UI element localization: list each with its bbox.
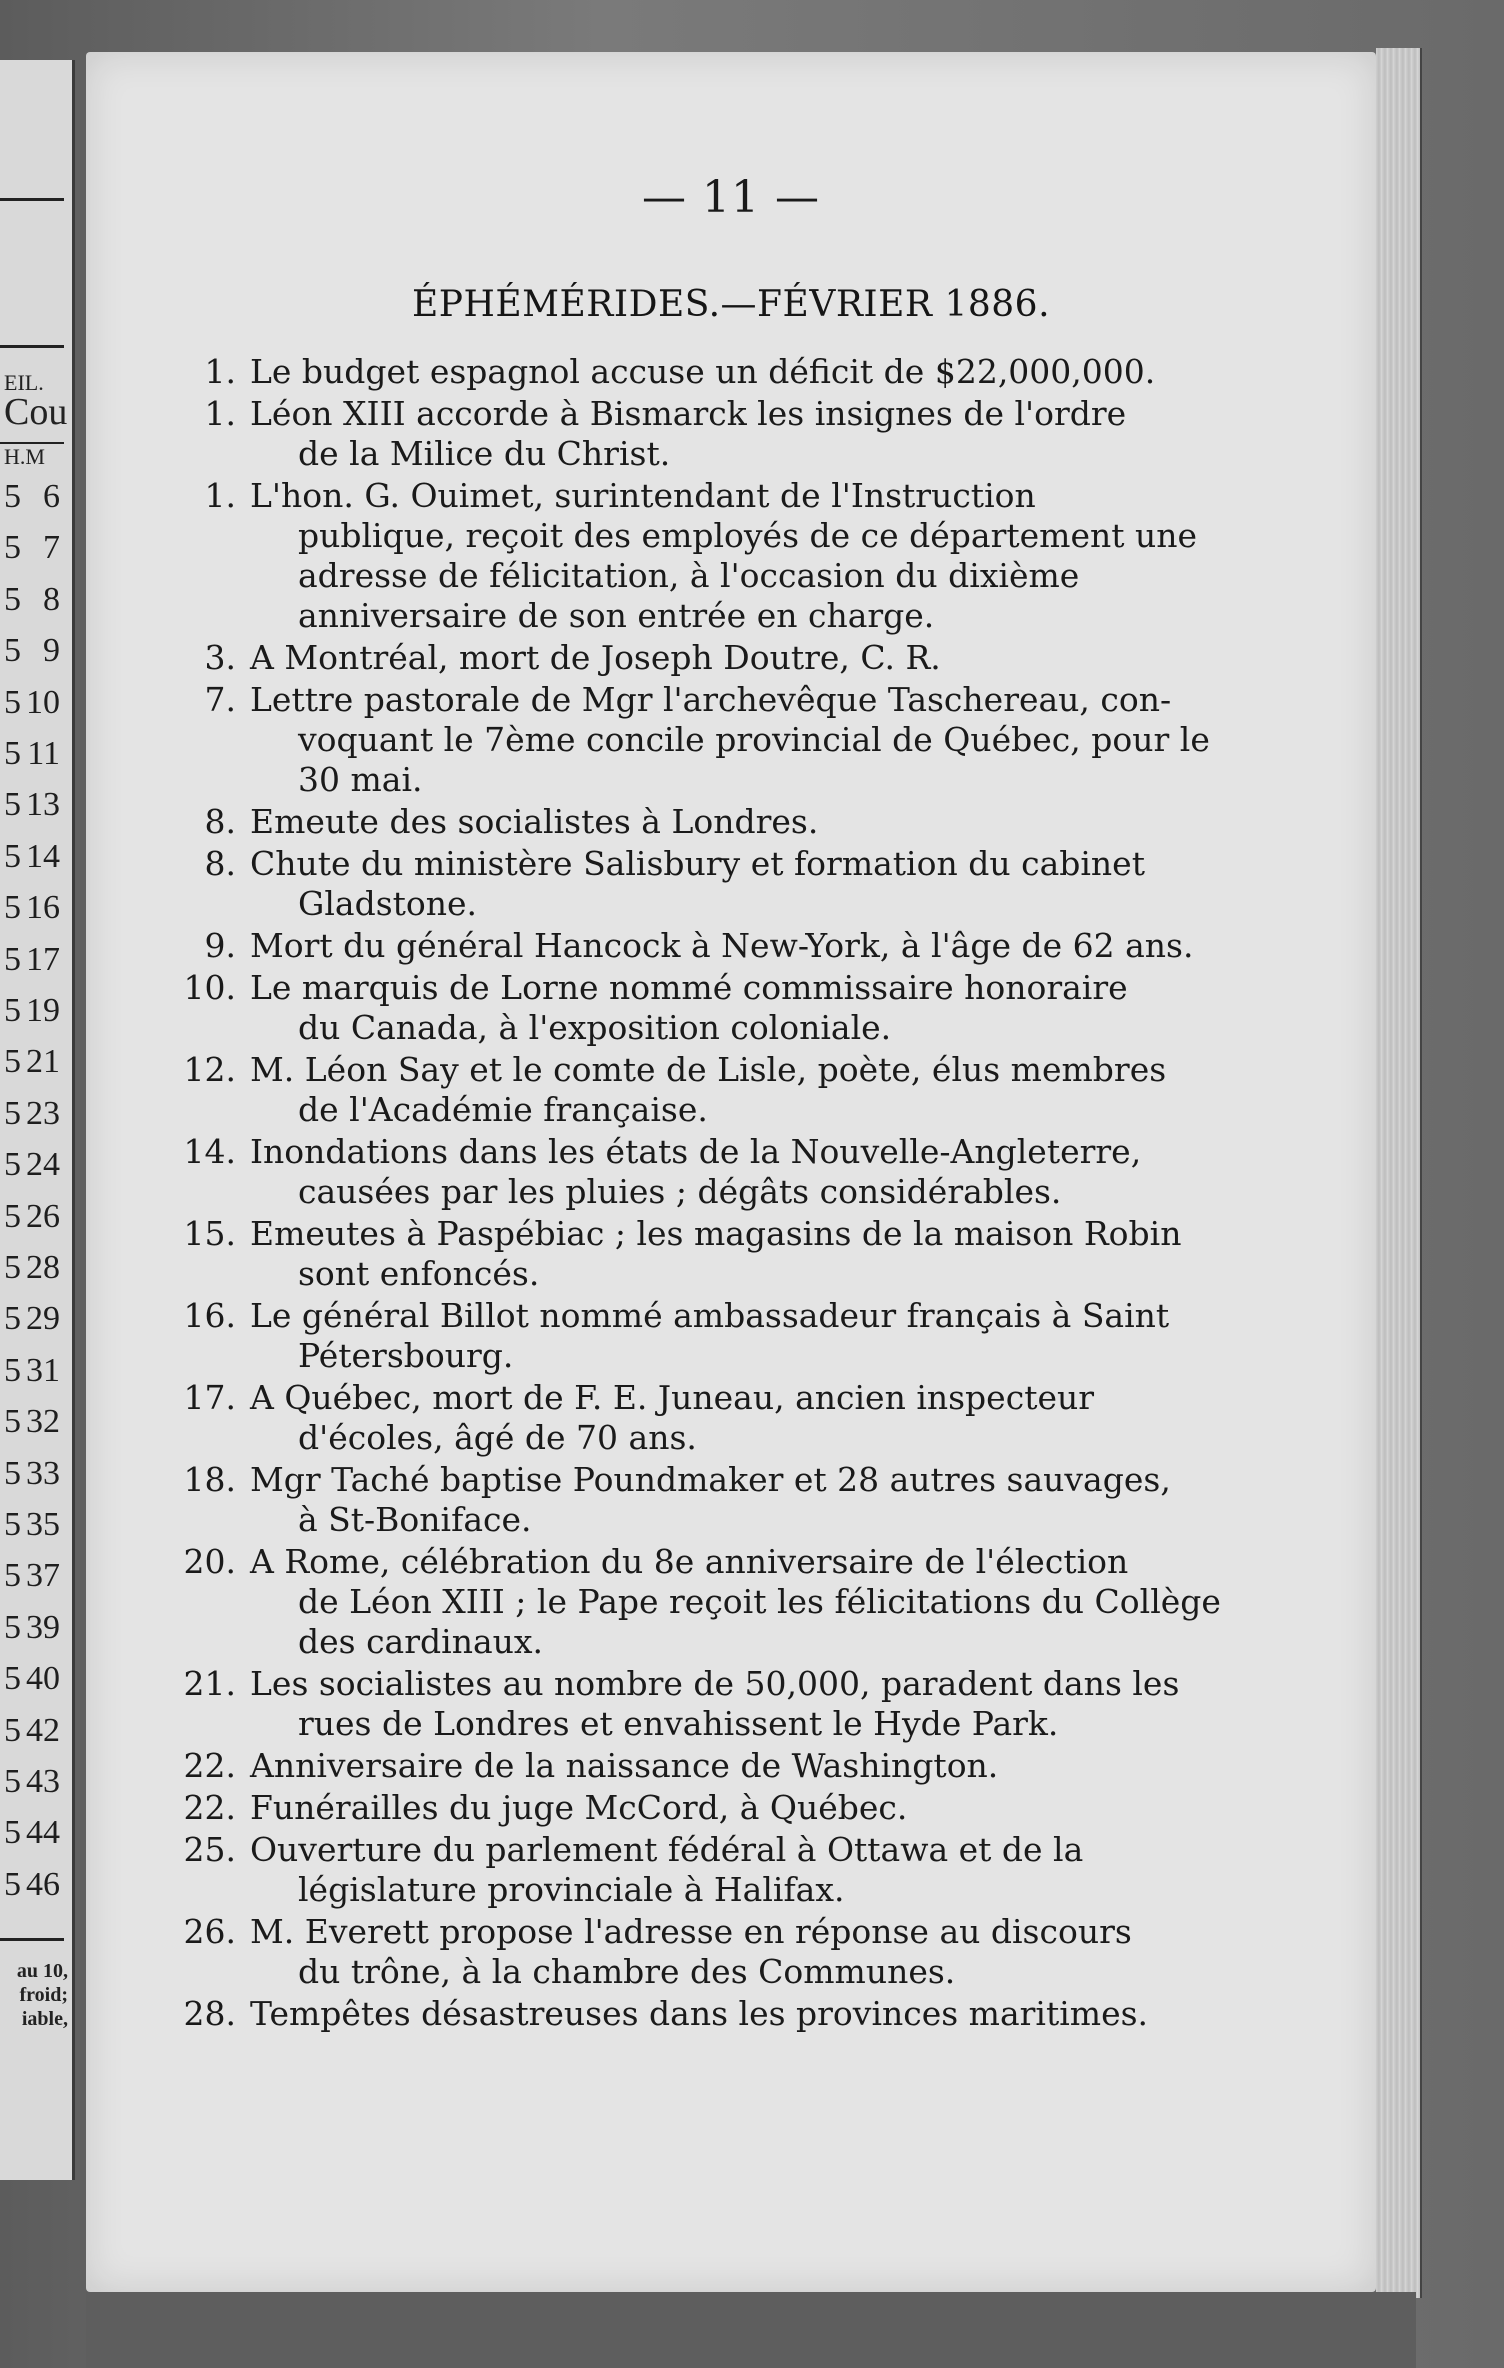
entry-date: 16.	[183, 1296, 236, 1335]
entry-text	[250, 926, 1234, 966]
entry-item	[86, 638, 1376, 678]
entry-first-line: Le budget espagnol accuse un déficit de $22,000,000.	[250, 352, 1156, 391]
entry-text	[250, 1830, 1234, 1910]
entry-date: 20.	[183, 1542, 236, 1581]
entry-continuation: rues de Londres et envahissent le Hyde Park.	[298, 1704, 1059, 1743]
entry-continuation: Pétersbourg.	[298, 1336, 514, 1375]
entry-continuation: de l'Académie française.	[298, 1090, 708, 1129]
entry-text	[250, 1296, 1234, 1376]
entry-item	[86, 1994, 1376, 2034]
entry-first-line: A Montréal, mort de Joseph Doutre, C. R.	[250, 638, 941, 677]
entry-continuation: du Canada, à l'exposition coloniale.	[298, 1008, 892, 1047]
entry-item	[86, 680, 1376, 800]
entry-date: 8.	[204, 802, 236, 841]
entry-date: 14.	[183, 1132, 236, 1171]
entry-item	[86, 476, 1376, 636]
left-page-rule	[0, 198, 64, 201]
page-title: ÉPHÉMÉRIDES.—FÉVRIER 1886.	[411, 284, 1051, 325]
left-number-a: 5	[4, 992, 21, 1029]
entry-date: 22.	[183, 1746, 236, 1785]
entry-item	[86, 1214, 1376, 1294]
left-number-a: 5	[4, 632, 21, 670]
entry-item	[86, 1460, 1376, 1540]
entry-text	[250, 394, 1234, 474]
entry-continuation: Gladstone.	[298, 884, 478, 923]
entry-date: 21.	[183, 1664, 236, 1703]
left-number-a: 5	[4, 1249, 21, 1286]
entry-item	[86, 968, 1376, 1048]
left-number-b: 39	[26, 1608, 60, 1646]
entry-date: 3.	[204, 638, 236, 677]
left-number-a: 5	[4, 786, 21, 824]
entry-item	[86, 1542, 1376, 1662]
left-number-b: 37	[26, 1557, 60, 1595]
left-fragment-text: EIL.	[4, 370, 44, 395]
entry-first-line: Inondations dans les états de la Nouvelle-Angleterre,	[250, 1132, 1142, 1171]
entry-text	[250, 680, 1234, 800]
left-number-b: 24	[26, 1146, 60, 1184]
entry-first-line: Anniversaire de la naissance de Washington.	[250, 1746, 999, 1785]
left-fragment-text: H.M	[4, 444, 45, 469]
entry-text	[250, 1460, 1234, 1540]
left-number-b: 46	[26, 1865, 60, 1903]
left-number-b: 42	[26, 1711, 60, 1749]
left-footer-line: froid;	[19, 1984, 68, 2006]
left-number-a: 5	[4, 1711, 21, 1749]
entry-continuation: du trône, à la chambre des Communes.	[298, 1952, 956, 1991]
entry-date: 22.	[183, 1788, 236, 1827]
entry-text	[250, 1132, 1234, 1212]
entry-first-line: Emeutes à Paspébiac ; les magasins de la maison Robin	[250, 1214, 1182, 1253]
entry-continuation: voquant le 7ème concile provincial de Québec, pour le 30 mai.	[298, 720, 1210, 799]
entry-first-line: Le général Billot nommé ambassadeur français à Saint	[250, 1296, 1170, 1335]
entry-text	[250, 802, 1234, 842]
left-number-b: 11	[27, 735, 60, 772]
entry-date: 7.	[204, 680, 236, 719]
left-number-a: 5	[4, 1300, 21, 1338]
left-number-b: 21	[26, 1043, 60, 1081]
entry-text	[250, 1050, 1234, 1130]
left-number-a: 5	[4, 1608, 21, 1646]
entry-item	[86, 1830, 1376, 1910]
left-number-b: 40	[26, 1660, 60, 1698]
page-edge	[1376, 48, 1422, 2298]
entry-first-line: Tempêtes désastreuses dans les provinces maritimes.	[250, 1994, 1149, 2033]
entry-item	[86, 1664, 1376, 1744]
left-footer-line: au 10,	[16, 1960, 68, 1982]
left-number-a: 5	[4, 837, 21, 875]
entry-first-line: Léon XIII accorde à Bismarck les insignes de l'ordre	[250, 394, 1127, 433]
entry-text	[250, 352, 1234, 392]
left-number-b: 26	[26, 1197, 60, 1235]
entry-item	[86, 1132, 1376, 1212]
entry-text	[250, 1378, 1234, 1458]
left-number-a: 5	[4, 1660, 21, 1698]
left-number-a: 5	[4, 940, 21, 978]
left-number-a: 5	[4, 1865, 21, 1903]
left-number-a: 5	[4, 1506, 21, 1543]
entry-item	[86, 394, 1376, 474]
entry-first-line: M. Everett propose l'adresse en réponse au discours	[250, 1912, 1132, 1951]
entry-first-line: A Québec, mort de F. E. Juneau, ancien inspecteur	[250, 1378, 1095, 1417]
left-number-a: 5	[4, 478, 21, 515]
entry-text	[250, 1214, 1234, 1294]
entry-text	[250, 1542, 1234, 1662]
entry-first-line: Le marquis de Lorne nommé commissaire honoraire	[250, 968, 1128, 1007]
left-number-b: 8	[43, 580, 60, 618]
entry-first-line: L'hon. G. Ouimet, surintendant de l'Instruction	[250, 476, 1036, 515]
entry-continuation: sont enfoncés.	[298, 1254, 540, 1293]
left-number-b: 13	[26, 786, 60, 824]
left-number-b: 14	[26, 837, 60, 875]
entry-first-line: Ouverture du parlement fédéral à Ottawa et de la	[250, 1830, 1084, 1869]
entry-continuation: à St-Boniface.	[298, 1500, 532, 1539]
scan-bottom-margin	[86, 2292, 1416, 2368]
book-page	[86, 52, 1376, 2292]
entry-date: 9.	[204, 926, 236, 965]
entry-item	[86, 802, 1376, 842]
entry-first-line: M. Léon Say et le comte de Lisle, poète, élus membres	[250, 1050, 1167, 1089]
entry-date: 10.	[183, 968, 236, 1007]
entry-date: 1.	[204, 394, 236, 433]
left-number-b: 43	[26, 1763, 60, 1800]
entry-text	[250, 1994, 1234, 2034]
left-number-a: 5	[4, 1814, 21, 1852]
entry-date: 8.	[204, 844, 236, 883]
entry-date: 1.	[204, 476, 236, 515]
entry-text	[250, 476, 1234, 636]
entry-date: 18.	[183, 1460, 236, 1499]
left-number-a: 5	[4, 1351, 21, 1389]
left-page-rule	[0, 345, 64, 348]
left-number-b: 9	[43, 632, 60, 670]
left-number-b: 6	[43, 478, 60, 515]
left-number-b: 16	[26, 889, 60, 927]
entry-date: 1.	[204, 352, 236, 391]
entry-text	[250, 1664, 1234, 1744]
entries-list	[86, 352, 1376, 2036]
entry-date: 26.	[183, 1912, 236, 1951]
entry-continuation: de Léon XIII ; le Pape reçoit les félicitations du Collège des cardinaux.	[298, 1582, 1221, 1661]
entry-item	[86, 1746, 1376, 1786]
entry-continuation: causées par les pluies ; dégâts considérables.	[298, 1172, 1062, 1211]
entry-text	[250, 844, 1234, 924]
entry-continuation: législature provinciale à Halifax.	[298, 1870, 845, 1909]
entry-text	[250, 638, 1234, 678]
left-number-a: 5	[4, 1146, 21, 1184]
entry-first-line: Mort du général Hancock à New-York, à l'âge de 62 ans.	[250, 926, 1194, 965]
entry-continuation: publique, reçoit des employés de ce département une adresse de félicitation, à l'occasion du dixième anniversaire de son entrée en charge.	[298, 516, 1198, 635]
entry-first-line: Les socialistes au nombre de 50,000, paradent dans les	[250, 1664, 1180, 1703]
entry-item	[86, 926, 1376, 966]
entry-item	[86, 352, 1376, 392]
left-number-b: 7	[43, 529, 60, 567]
left-fragment-text: Cou	[4, 391, 68, 433]
left-number-b: 29	[26, 1300, 60, 1338]
entry-date: 25.	[183, 1830, 236, 1869]
left-number-a: 5	[4, 580, 21, 618]
entry-date: 17.	[183, 1378, 236, 1417]
page-number: — 11 —	[642, 172, 820, 223]
left-number-b: 23	[26, 1094, 60, 1132]
entry-text	[250, 1788, 1234, 1828]
left-number-b: 10	[26, 683, 60, 721]
entry-date: 15.	[183, 1214, 236, 1253]
entry-item	[86, 1378, 1376, 1458]
left-number-b: 19	[26, 992, 60, 1029]
left-footer-line: iable,	[21, 2008, 68, 2030]
entry-item	[86, 1788, 1376, 1828]
left-page-fragment	[0, 60, 75, 2180]
entry-continuation: d'écoles, âgé de 70 ans.	[298, 1418, 697, 1457]
entry-date: 12.	[183, 1050, 236, 1089]
entry-item	[86, 1296, 1376, 1376]
left-number-a: 5	[4, 735, 21, 772]
entry-item	[86, 1050, 1376, 1130]
left-number-a: 5	[4, 683, 21, 721]
left-number-a: 5	[4, 1043, 21, 1081]
left-page-rule	[0, 1938, 64, 1941]
left-number-a: 5	[4, 1403, 21, 1441]
left-number-a: 5	[4, 1454, 21, 1492]
left-number-b: 17	[26, 940, 60, 978]
entry-text	[250, 1912, 1234, 1992]
entry-first-line: Funérailles du juge McCord, à Québec.	[250, 1788, 908, 1827]
entry-text	[250, 968, 1234, 1048]
left-number-a: 5	[4, 1094, 21, 1132]
left-number-b: 33	[26, 1454, 60, 1492]
left-number-a: 5	[4, 1557, 21, 1595]
left-number-b: 32	[26, 1403, 60, 1441]
entry-text	[250, 1746, 1234, 1786]
left-number-b: 35	[26, 1506, 60, 1543]
entry-first-line: Chute du ministère Salisbury et formation du cabinet	[250, 844, 1145, 883]
left-number-a: 5	[4, 1197, 21, 1235]
entry-continuation: de la Milice du Christ.	[298, 434, 671, 473]
left-number-b: 28	[26, 1249, 60, 1286]
left-number-a: 5	[4, 889, 21, 927]
entry-first-line: A Rome, célébration du 8e anniversaire de l'élection	[250, 1542, 1129, 1581]
entry-date: 28.	[183, 1994, 236, 2033]
left-number-a: 5	[4, 529, 21, 567]
left-number-b: 31	[26, 1351, 60, 1389]
entry-first-line: Emeute des socialistes à Londres.	[250, 802, 819, 841]
entry-first-line: Mgr Taché baptise Poundmaker et 28 autres sauvages,	[250, 1460, 1171, 1499]
entry-item	[86, 1912, 1376, 1992]
entry-item	[86, 844, 1376, 924]
left-number-b: 44	[26, 1814, 60, 1852]
left-number-a: 5	[4, 1763, 21, 1800]
entry-first-line: Lettre pastorale de Mgr l'archevêque Taschereau, con-	[250, 680, 1172, 719]
